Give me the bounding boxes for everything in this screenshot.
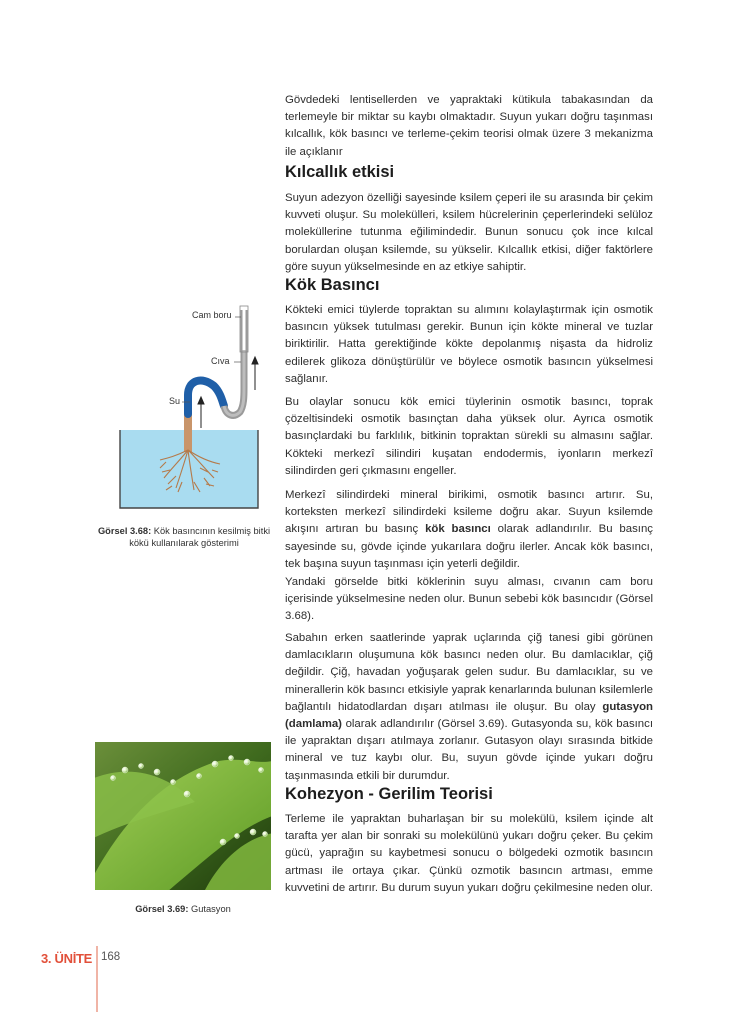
label-cam-boru: Cam boru (192, 310, 232, 320)
caption-3-68-text: Kök basıncının kesilmiş bitki kökü kullanılarak gösterimi (129, 526, 271, 548)
guttation-leaf-illustration (95, 742, 271, 890)
kilcallik-paragraph: Suyun adezyon özelliği sayesinde ksilem çeperi ile su arasında bir çekim kuvveti oluşur. Su molekülleri, ksilem hücrelerinin çeperlerindeki selüloz moleküllerine tutunma eğilimindedir. Bunun sonucu çok ince kılcal borulardan oluşan ksilemde, su yükselir. Kılcallık etkisi, diğer faktörlere göre suyun yükselmesinde en az etkiye sahiptir. (285, 192, 653, 273)
kok-basinci-paragraph-3 (285, 487, 653, 573)
caption-3-69-label: Görsel 3.69: (135, 904, 189, 914)
section-title-kohezyon: Kohezyon - Gerilim Teorisi (285, 785, 493, 803)
root-pressure-diagram (110, 300, 270, 515)
kohezyon-paragraph: Terleme ile yapraktan buharlaşan bir su molekülü, ksilem içinde alt tarafta yer alan bir sonraki su molekülünü yukarı doğru çeker. Bu çekim gücü, yaprağın su kaybetmesi sonucu o bölgedeki ozmotik basıncın artması ile ortaya çıkar. Çünkü ozmotik basıncın artması, emme kuvvetini de artırır. Bu durum suyun yukarı doğru çekilmesine neden olur. (285, 813, 653, 894)
caption-3-69 (95, 903, 271, 915)
p3-text-a: Merkezî silindirdeki mineral birikimi, osmotik basıncı artırır. Su, korteksten merkezî silindirdeki ksileme doğru akar. Suyun ksilemde akışını artıran bu basınç (285, 489, 653, 536)
kok-basinci-paragraph-4: Yandaki görselde bitki köklerinin suyu alması, cıvanın cam boru içerisinde yükselmesine neden olur. Bunun sebebi kök basıncıdır (Görsel 3.68). (285, 576, 653, 623)
page-number: 168 (101, 951, 121, 963)
footer-unit-label: 3. ÜNİTE (41, 951, 93, 966)
term-gutasyon: gutasyon (damlama) (285, 700, 653, 731)
section-title-kok-basinci: Kök Basıncı (285, 276, 380, 294)
figure-3-69-photo (95, 742, 271, 890)
footer-divider (96, 946, 98, 1012)
caption-3-69-text: Gutasyon (188, 904, 231, 914)
label-su: Su (169, 396, 181, 406)
kok-basinci-paragraph-5 (285, 630, 653, 785)
intro-paragraph: Gövdedeki lentisellerden ve yapraktaki kütikula tabakasından da terlemeyle bir miktar su kaybı olmaktadır. Suyun yukarı doğru taşınması kılcallık, kök basıncı ve terleme-çekim teorisi olmak üzere 3 mekanizma ile açıklanır (285, 94, 653, 158)
figure-3-68 (110, 300, 270, 515)
caption-3-68-label: Görsel 3.68: (97, 526, 152, 536)
p5-text-b: olarak adlandırılır (Görsel 3.69). Gutasyonda su, kök basıncı ile yapraktan dışarı atılmaya zorlanır. Gutasyon olayı sırasında bitkide mineral ve tuz kaybı olur. Bu, suyun gövde içinde yukarı doğru taşınmasında etkili bir durumdur. (285, 718, 653, 782)
p5-text-a: Sabahın erken saatlerinde yaprak uçlarında çiğ tanesi gibi görünen damlacıkların oluşumuna kök basıncı neden olur. Bu damlacıklar, çiğ değildir. Çiğ, havadan yoğuşarak gelen sudur. Bu damlacıklar, su ve minerallerin kök basıncı etkisiyle yaprak kenarlarında bulunan ksilemlerle bağlantılı hidatodlardan dışarı atılması ile oluşur. Bu olay (285, 632, 653, 713)
water-tube (188, 380, 224, 414)
label-civa: Cıva (211, 356, 230, 366)
caption-3-68 (96, 525, 272, 549)
p3-text-b: olarak adlandırılır. Bu basınç sayesinde su, gövde içinde yukarılara doğru ilerler. Ancak kök basıncı, tek başına suyun taşınması için yeterli değildir. (285, 523, 653, 570)
kok-basinci-paragraph-1: Kökteki emici tüylerde topraktan su alımını kolaylaştırmak için osmotik basıncın yüksek tutulması gerekir. Bunun için kökte mineral ve tuzlar biriktirilir. Hatta gerektiğinde kökte depolanmış nişasta da hidroliz edilerek glikoza dönüştürülür ve böylece osmotik basıncın yükselmesi sağlanır. (285, 304, 653, 385)
kok-basinci-paragraph-2: Bu olaylar sonucu kök emici tüylerinin osmotik basıncı, toprak çözeltisindeki osmotik basınçtan daha yüksek olur. Ayrıca osmotik basınçlardaki bu farklılık, bitkinin topraktan sürekli su almasını sağlar. Kökteki merkezî silindiri kuşatan endodermis, iyonların merkezî silindirden geri çıkmasını engeller. (285, 396, 653, 477)
section-title-kilcallik: Kılcallık etkisi (285, 163, 395, 181)
term-kok-basinci: kök basıncı (425, 523, 491, 536)
